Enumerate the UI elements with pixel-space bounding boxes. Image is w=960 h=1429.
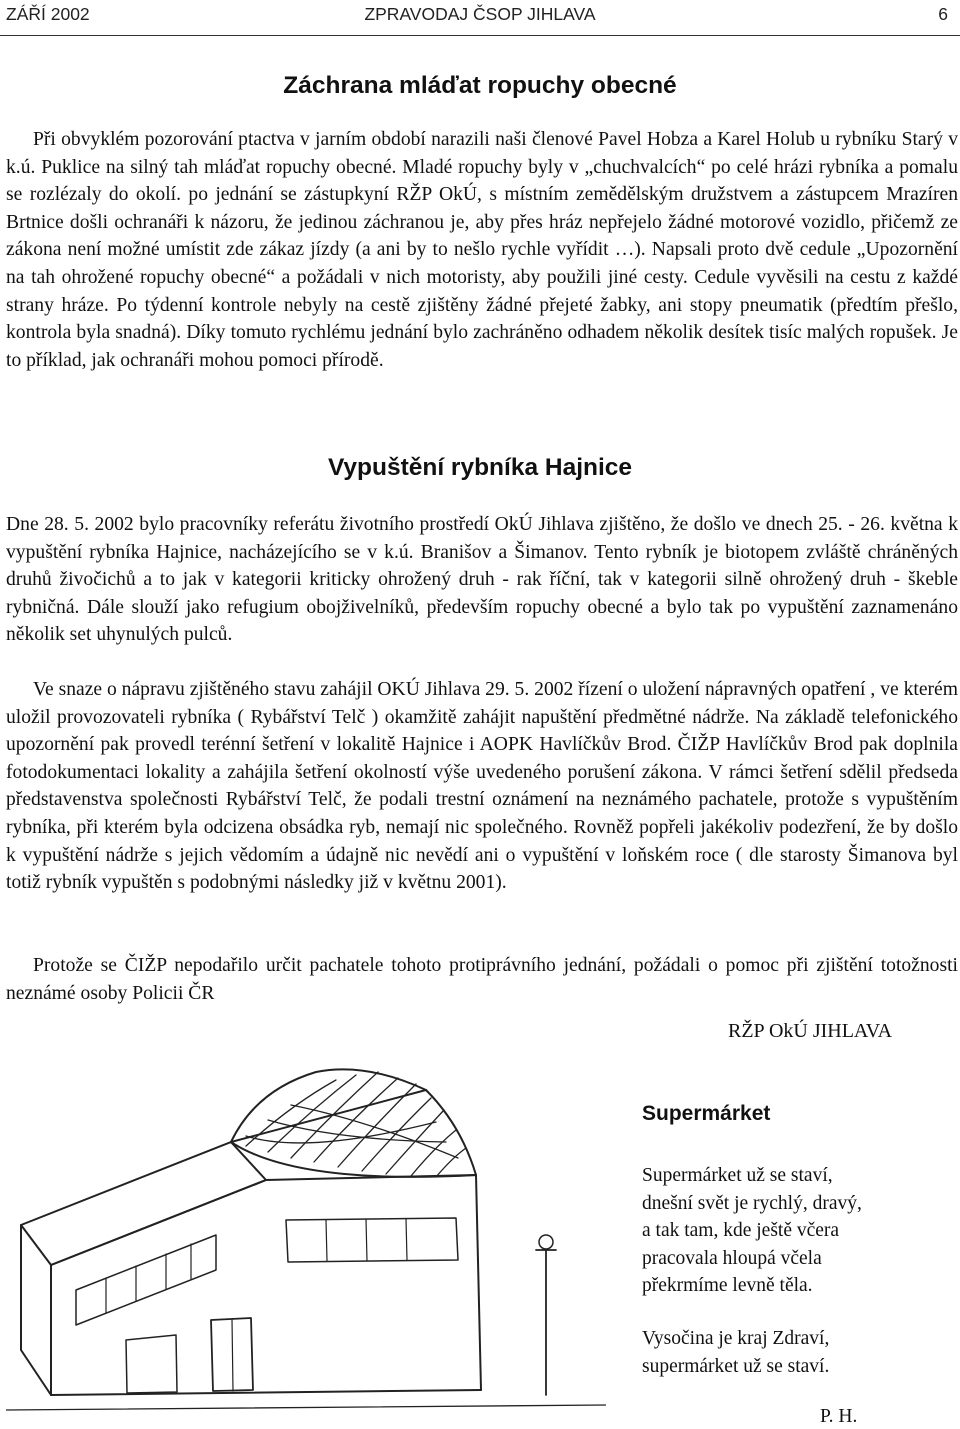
- poem-stanza: [642, 1325, 952, 1380]
- supermarket-sketch-icon: [6, 1050, 606, 1420]
- article-title-pond: Vypuštění rybníka Hajnice: [327, 454, 633, 481]
- poem-line: Supermárket už se staví,: [642, 1165, 833, 1186]
- article-paragraph: Protože se ČIŽP nepodařilo určit pachatele tohoto protiprávního jednání, požádali o pomoc při zjištění totožnosti neznámé osoby Policii ČR: [6, 955, 958, 1004]
- poem-line: a tak tam, kde ještě včera: [642, 1220, 840, 1242]
- page-header: [0, 0, 960, 36]
- article-paragraph: Ve snaze o nápravu zjištěného stavu zahájil OKÚ Jihlava 29. 5. 2002 řízení o uložení nápravných opatření , ve kterém uložil provozovateli rybníka ( Rybářství Telč ) okamžitě zahájit napuštění předmětné nádrže. Na základě telefonického upozornění pak provedl terénní šetření v lokalitě Hajnice i AOPK Havlíčkův Brod. ČIŽP Havlíčkův Brod pak doplnila fotodokumentaci lokality a zahájila šetření okolností výše uvedeného porušení zákona. V rámci šetření sdělil předseda představenstva společnosti Rybářství Telč, že podali trestní oznámení na neznámého pachatele, protože s vypuštěním rybníka, při kterém byla odcizena obsádka ryb, nemají nic společného. Rovněž popřeli jakékoliv podezření, že by došlo k vypuštění nádrže s jejich vědomím a údajně nic nevědí ani o vypuštění v loňském roce ( dle starosty Šimanova byl totiž rybník vypuštěn s podobnými následky již v květnu 2001).: [6, 679, 958, 894]
- poem-line: Vysočina je kraj Zdraví,: [642, 1328, 830, 1349]
- poem-line: pracovala hloupá včela: [642, 1247, 822, 1269]
- issue-date: ZÁŘÍ 2002: [6, 4, 90, 24]
- article-body-toads: Při obvyklém pozorování ptactva v jarním období narazili naši členové Pavel Hobza a Karel Holub u rybníku Starý v k.ú. Puklice na silný tah mláďat ropuchy obecné. Mladé ropuchy byly v „chuchvalcích“ po celé hrázi rybníka a pomalu se rozlézaly do okolí. po jednání se zástupkyní RŽP OkÚ, s místním zemědělským družstvem a zástupcem Mrazíren Brtnice došli ochranáři k názoru, že jedinou záchranou je, aby přes hráz nepřejelo žádné motorové vozidlo, přičemž ze zákona není možné umístit zde zákaz jízdy (a ani by to nešlo rychle vyřídit …). Napsali proto dvě cedule „Upozornění na tah ohrožené ropuchy obecné“ a požádali v nich motoristy, aby použili jiné cesty. Cedule vyvěsili na cestu z každé strany hráze. Po týdenní kontrole nebyly na cestě zjištěny žádné přejeté žabky, ani stopy pneumatik (předtím přešlo, kontrola byla snadná). Díky tomuto rychlému jednání bylo zachráněno odhadem několik desítek tisíc malých ropušek. Je to příklad, jak ochranáři mohou pomoci přírodě.: [6, 129, 958, 371]
- publication-name: ZPRAVODAJ ČSOP JIHLAVA: [364, 4, 596, 24]
- poem-title: Supermárket: [642, 1102, 771, 1125]
- poem-line: překrmíme levně těla.: [642, 1275, 813, 1297]
- poem-author: P. H.: [820, 1406, 858, 1427]
- poem-line: dnešní svět je rychlý, dravý,: [642, 1192, 862, 1214]
- page-number: 6: [938, 4, 948, 24]
- article-paragraph: Dne 28. 5. 2002 bylo pracovníky referátu životního prostředí OkÚ Jihlava zjištěno, že došlo ve dnech 25. - 26. května k vypuštění rybníka Hajnice, nacházejícího se v k.ú. Branišov a Šimanov. Tento rybník je biotopem zvláště chráněných druhů živočichů a to jak v kategorii kriticky ohrožený druh - rak říční, tak v kategorii silně ohrožený druh - škeble rybničná. Dále slouží jako refugium obojživelníků, především ropuchy obecné a bylo tak po vypuštění zaznamenáno několik set uhynulých pulců.: [6, 514, 958, 646]
- poem-line: supermárket už se staví.: [642, 1355, 830, 1377]
- article-signature: RŽP OkÚ JIHLAVA: [728, 1020, 893, 1042]
- article-title-toads: Záchrana mláďat ropuchy obecné: [283, 72, 677, 99]
- poem-stanza: [642, 1162, 952, 1300]
